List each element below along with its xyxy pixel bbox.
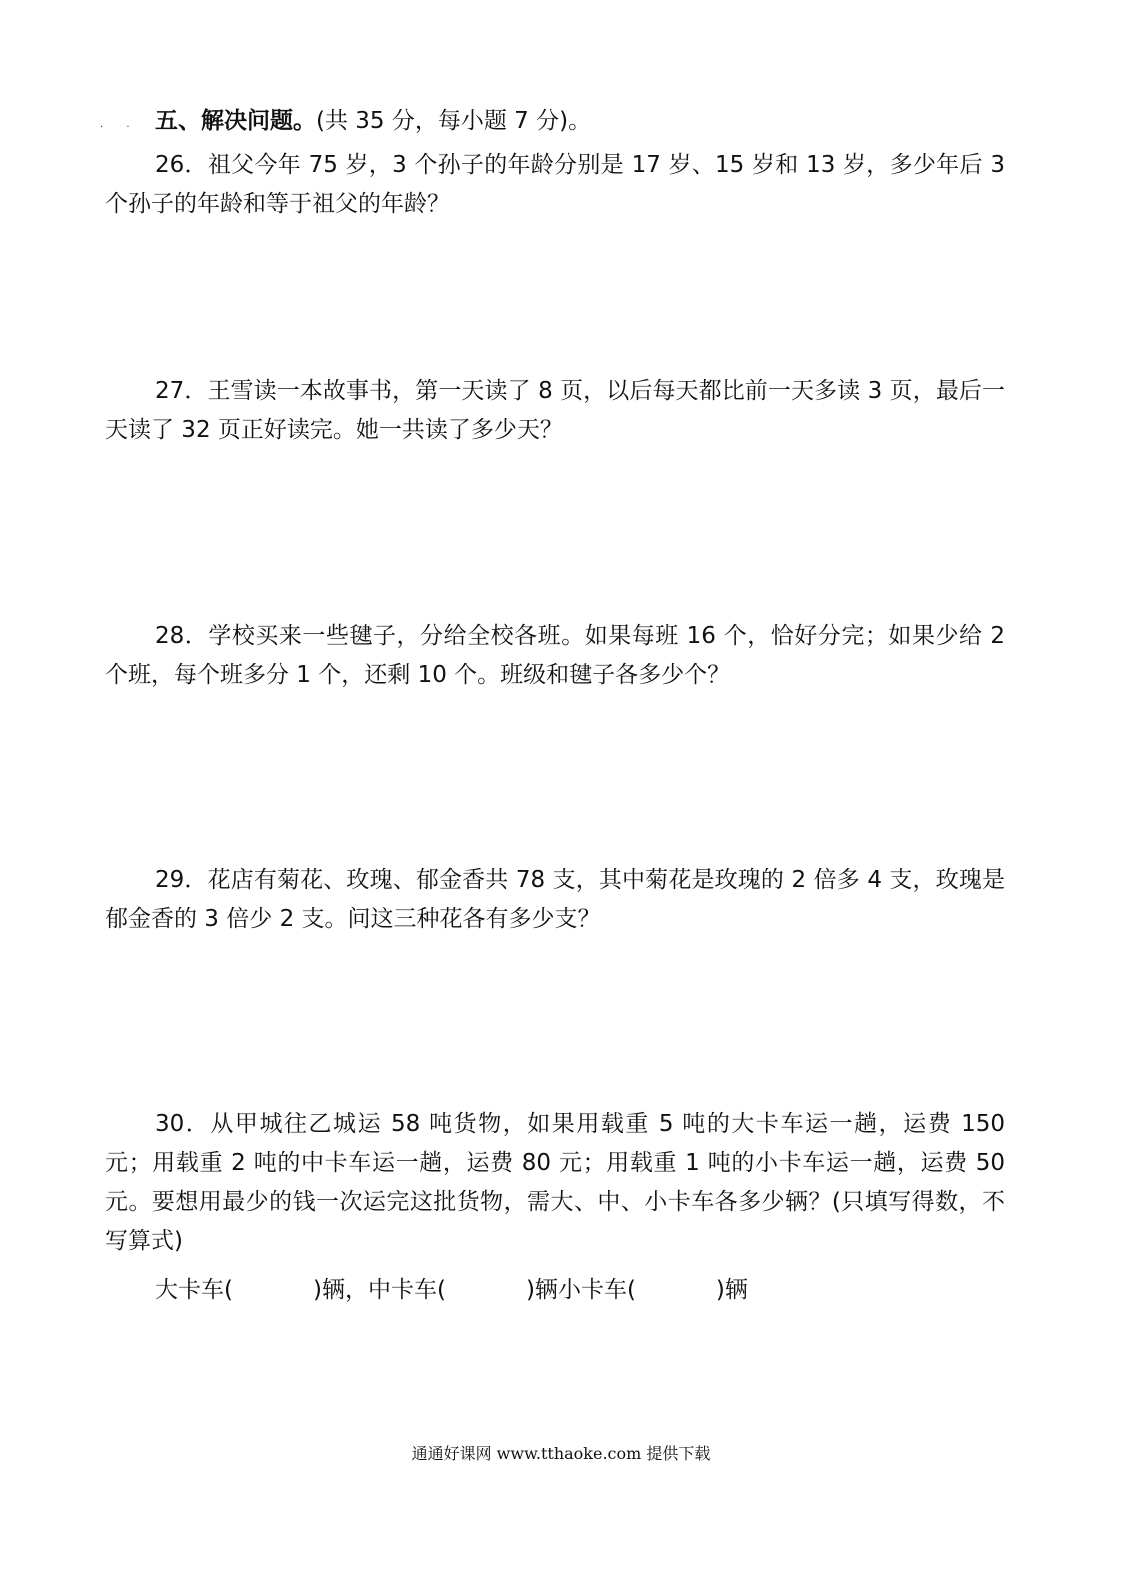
mid-truck-unit: )辆 <box>525 1277 558 1303</box>
answer-line <box>155 1272 748 1308</box>
problem-text: 王雪读一本故事书，第一天读了 8 页，以后每天都比前一天多读 3 页，最后一天读了 32 页正好读完。她一共读了多少天？ <box>105 378 1005 443</box>
problem-26 <box>105 146 1005 224</box>
problem-text: 学校买来一些毽子，分给全校各班。如果每班 16 个，恰好分完；如果少给 2 个班，每个班多分 1 个，还剩 10 个。班级和毽子各多少个？ <box>105 623 1005 688</box>
problem-30 <box>105 1105 1005 1261</box>
problem-number: 29． <box>155 867 208 893</box>
big-truck-label: 大卡车( <box>155 1277 233 1303</box>
problem-number: 26． <box>155 152 208 178</box>
problem-28 <box>105 617 1005 695</box>
problem-text: 祖父今年 75 岁，3 个孙子的年龄分别是 17 岁、15 岁和 13 岁，多少年后 3 个孙子的年龄和等于祖父的年龄？ <box>105 152 1005 217</box>
section-heading <box>155 106 591 136</box>
small-truck-unit: )辆 <box>715 1277 748 1303</box>
big-truck-unit: )辆， <box>312 1277 368 1303</box>
problem-text: 花店有菊花、玫瑰、郁金香共 78 支，其中菊花是玫瑰的 2 倍多 4 支，玫瑰是郁金香的 3 倍少 2 支。问这三种花各有多少支？ <box>105 867 1005 932</box>
problem-29 <box>105 861 1005 939</box>
section-note: (共 35 分，每小题 7 分)。 <box>316 108 592 134</box>
problem-number: 27． <box>155 378 208 404</box>
small-truck-label: 小卡车( <box>557 1277 636 1303</box>
page-footer: 通通好课网 www.tthaoke.com 提供下载 <box>411 1444 711 1463</box>
margin-marks: · · <box>100 122 140 133</box>
problem-text: 从甲城往乙城运 58 吨货物，如果用载重 5 吨的大卡车运一趟，运费 150 元；用载重 2 吨的中卡车运一趟，运费 80 元；用载重 1 吨的小卡车运一趟，运费 50 元。要想用最少的钱一次运完这批货物，需大、中、小卡车各多少辆？(只填写得数，不写算式) <box>105 1111 1005 1254</box>
problem-number: 30． <box>155 1111 211 1137</box>
problem-number: 28． <box>155 623 209 649</box>
mid-truck-label: 中卡车( <box>367 1277 446 1303</box>
problem-27 <box>105 372 1005 450</box>
section-title: 五、解决问题。 <box>155 108 316 134</box>
